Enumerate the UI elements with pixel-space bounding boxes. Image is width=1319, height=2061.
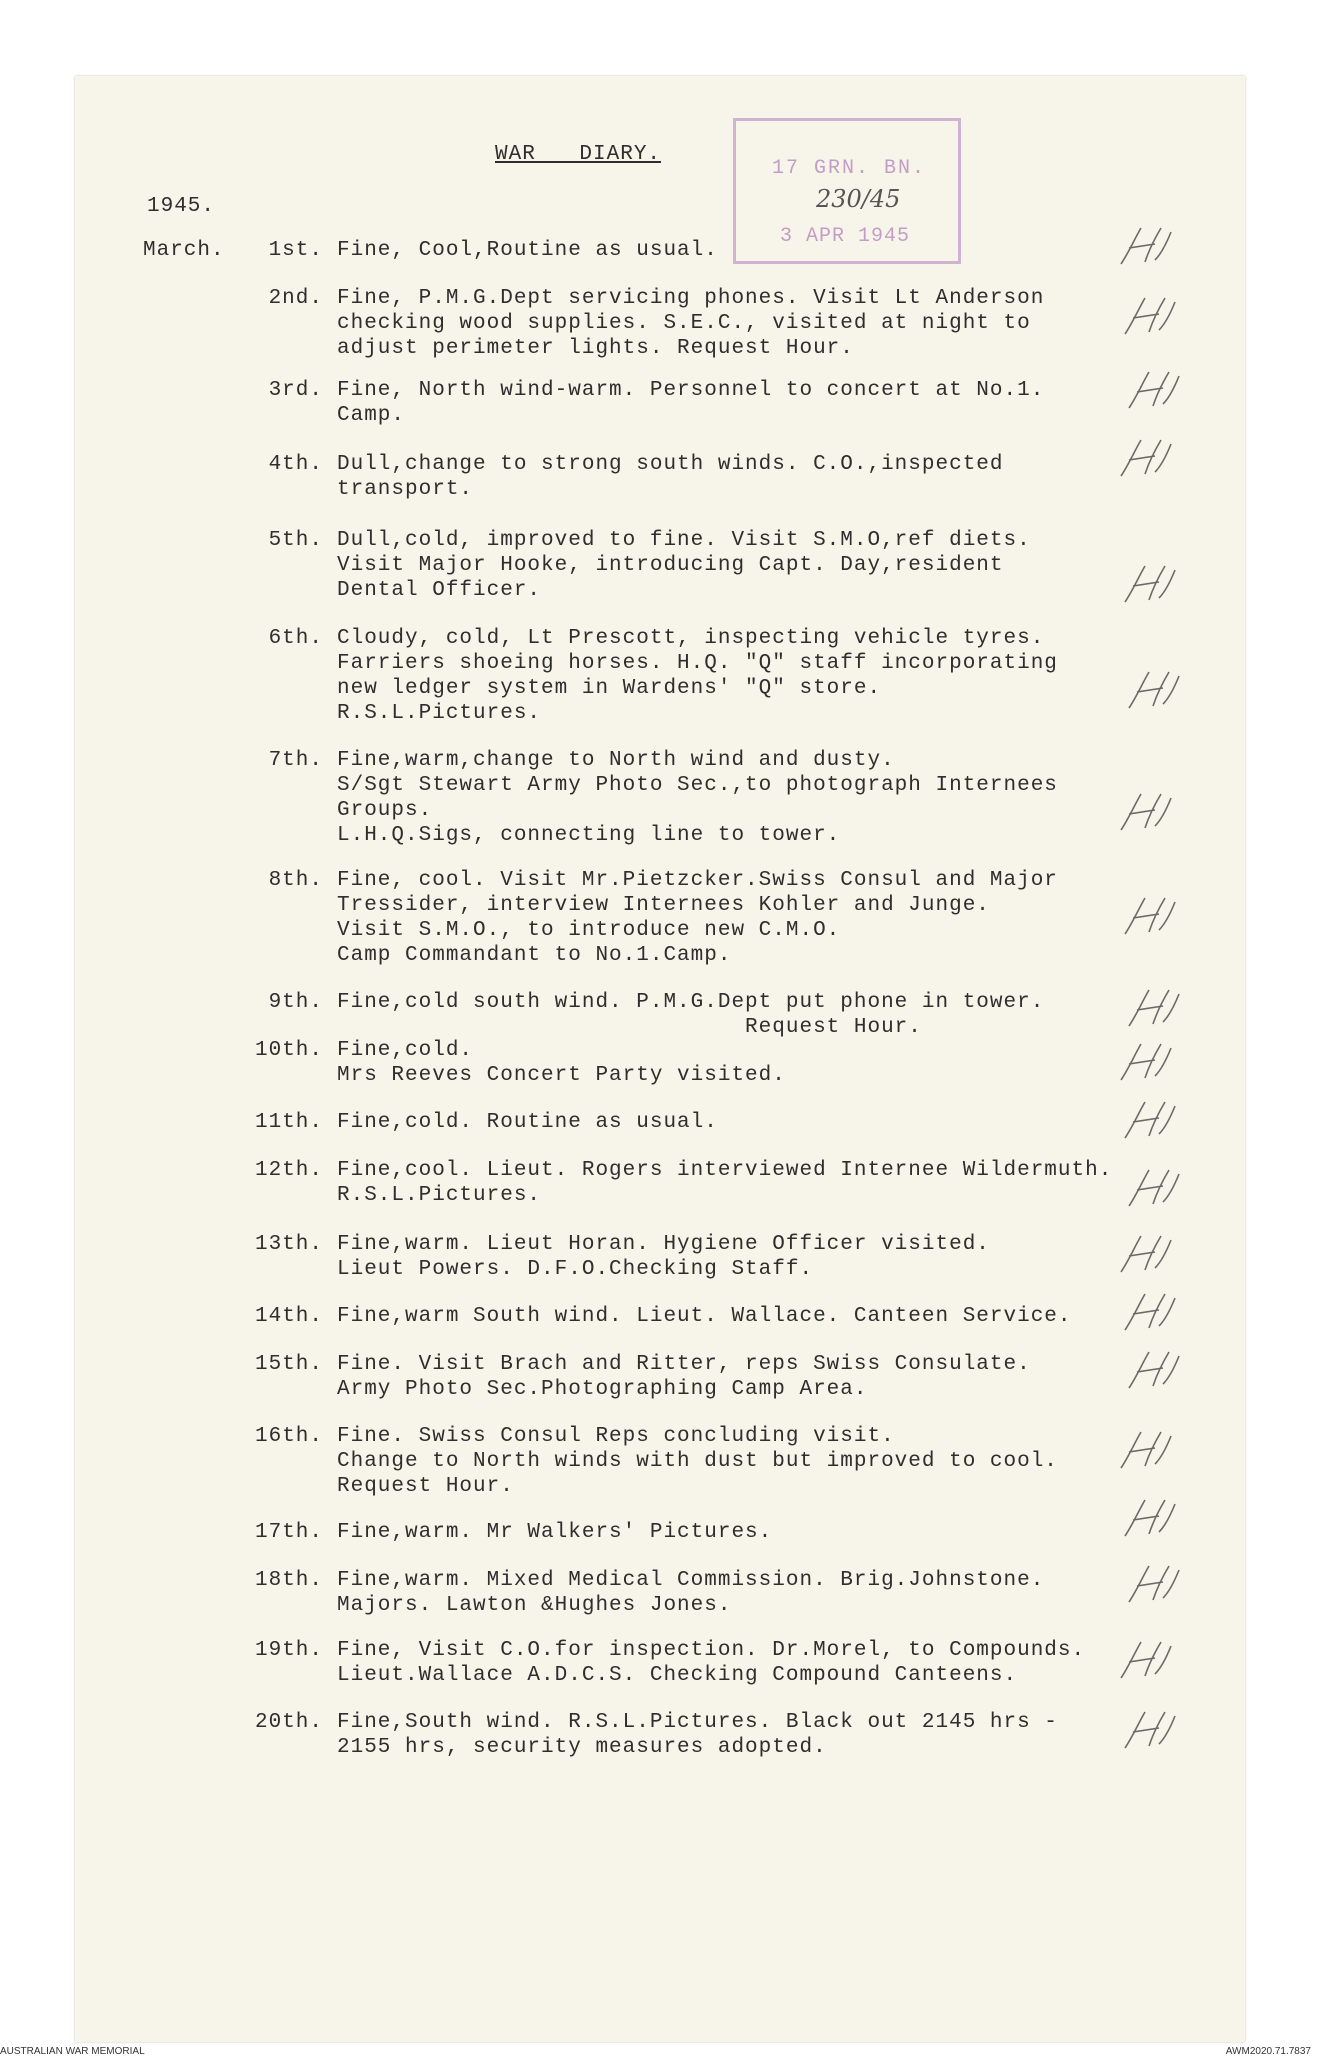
entry-day: 18th.: [254, 1569, 323, 1592]
stamp-unit: 17 GRN. BN.: [772, 157, 927, 180]
entry-line: Fine, Cool,Routine as usual.: [337, 239, 718, 262]
handwritten-initial-icon: [1119, 294, 1179, 338]
entry-line: Dull,cold, improved to fine. Visit S.M.O,ref diets.: [337, 529, 1031, 552]
entry-line: 2155 hrs, security measures adopted.: [337, 1736, 827, 1759]
entry-text: [337, 1568, 1044, 1618]
entry-line: Mrs Reeves Concert Party visited.: [337, 1064, 786, 1087]
entry-day: 5th.: [268, 529, 323, 552]
entry-day: 15th.: [254, 1353, 323, 1376]
entry-line: Fine,warm South wind. Lieut. Wallace. Canteen Service.: [337, 1305, 1072, 1328]
handwritten-initial-icon: [1115, 1232, 1175, 1276]
footer-left: AUSTRALIAN WAR MEMORIAL: [0, 2046, 145, 2057]
entry-text: [337, 286, 1044, 361]
stamp-date: 3 APR 1945: [780, 225, 911, 248]
entry-line: R.S.L.Pictures.: [337, 702, 542, 725]
entry-text: [337, 990, 1044, 1040]
entry-line: S/Sgt Stewart Army Photo Sec.,to photograph Internees: [337, 774, 1058, 797]
entry-line: Fine. Visit Brach and Ritter, reps Swiss Consulate.: [337, 1353, 1031, 1376]
entry-line: Camp Commandant to No.1.Camp.: [337, 944, 732, 967]
entry-line: Request Hour.: [337, 1016, 922, 1039]
handwritten-initial-icon: [1119, 1708, 1179, 1752]
entry-line: Dull,change to strong south winds. C.O.,inspected: [337, 453, 1004, 476]
entry-line: Fine,warm,change to North wind and dusty.: [337, 749, 895, 772]
year-label: 1945.: [147, 195, 216, 218]
entry-line: Cloudy, cold, Lt Prescott, inspecting vehicle tyres.: [337, 627, 1045, 650]
entry-line: Groups.: [337, 799, 433, 822]
entry-text: [337, 1304, 1072, 1329]
entry-text: [337, 238, 718, 263]
entry-line: Fine,cold. Routine as usual.: [337, 1111, 718, 1134]
entry-text: [337, 1232, 990, 1282]
page-title: WAR DIARY.: [495, 143, 662, 166]
entry-line: Dental Officer.: [337, 579, 542, 602]
handwritten-initial-icon: [1123, 1562, 1183, 1606]
entry-line: Fine,cold south wind. P.M.G.Dept put phone in tower.: [337, 991, 1045, 1014]
entry-day: 11th.: [254, 1111, 323, 1134]
handwritten-initial-icon: [1123, 986, 1183, 1030]
entry-day: 19th.: [254, 1639, 323, 1662]
entry-text: [337, 1110, 718, 1135]
diary-page: [75, 76, 1245, 2042]
handwritten-initial-icon: [1119, 894, 1179, 938]
entry-line: Fine,warm. Mr Walkers' Pictures.: [337, 1521, 773, 1544]
entry-line: Change to North winds with dust but improved to cool.: [337, 1450, 1058, 1473]
entry-line: Camp.: [337, 404, 406, 427]
entry-day: 8th.: [268, 869, 323, 892]
handwritten-initial-icon: [1119, 1496, 1179, 1540]
footer-right: AWM2020.71.7837: [1225, 2046, 1311, 2057]
handwritten-initial-icon: [1115, 1638, 1175, 1682]
entry-line: L.H.Q.Sigs, connecting line to tower.: [337, 824, 841, 847]
entry-day: 3rd.: [268, 379, 323, 402]
entry-text: [337, 868, 1058, 968]
entry-line: Visit Major Hooke, introducing Capt. Day,resident: [337, 554, 1004, 577]
handwritten-initial-icon: [1115, 790, 1175, 834]
entry-line: Request Hour.: [337, 1475, 514, 1498]
entry-line: Lieut.Wallace A.D.C.S. Checking Compound Canteens.: [337, 1664, 1018, 1687]
entry-line: Fine, North wind-warm. Personnel to concert at No.1.: [337, 379, 1045, 402]
entry-line: checking wood supplies. S.E.C., visited at night to: [337, 312, 1031, 335]
entry-line: new ledger system in Wardens' "Q" store.: [337, 677, 882, 700]
entry-line: Fine,South wind. R.S.L.Pictures. Black out 2145 hrs -: [337, 1711, 1058, 1734]
entry-line: Fine,cold.: [337, 1039, 474, 1062]
entry-day: 12th.: [254, 1159, 323, 1182]
entry-day: 17th.: [254, 1521, 323, 1544]
entry-line: Tressider, interview Internees Kohler and Junge.: [337, 894, 990, 917]
entry-text: [337, 528, 1031, 603]
entry-day: 9th.: [268, 991, 323, 1014]
entry-line: Fine,warm. Mixed Medical Commission. Brig.Johnstone.: [337, 1569, 1045, 1592]
entry-day: 4th.: [268, 453, 323, 476]
entry-text: [337, 378, 1044, 428]
handwritten-initial-icon: [1123, 668, 1183, 712]
entry-line: Fine. Swiss Consul Reps concluding visit.: [337, 1425, 895, 1448]
entry-line: Majors. Lawton &Hughes Jones.: [337, 1594, 732, 1617]
entry-day: 10th.: [254, 1039, 323, 1062]
entry-day: 2nd.: [268, 287, 323, 310]
handwritten-initial-icon: [1119, 1098, 1179, 1142]
handwritten-initial-icon: [1115, 1428, 1175, 1472]
handwritten-initial-icon: [1119, 1290, 1179, 1334]
entry-line: Fine, Visit C.O.for inspection. Dr.Morel, to Compounds.: [337, 1639, 1086, 1662]
handwritten-initial-icon: [1115, 1040, 1175, 1084]
entry-day: 7th.: [268, 749, 323, 772]
entry-line: Army Photo Sec.Photographing Camp Area.: [337, 1378, 868, 1401]
entry-line: Lieut Powers. D.F.O.Checking Staff.: [337, 1258, 814, 1281]
unit-stamp: [733, 118, 961, 264]
handwritten-initial-icon: [1123, 1348, 1183, 1392]
entry-text: [337, 1158, 1112, 1208]
entry-line: transport.: [337, 478, 474, 501]
entry-day: 6th.: [268, 627, 323, 650]
entry-day: 20th.: [254, 1711, 323, 1734]
entry-text: [337, 1038, 786, 1088]
entry-line: Visit S.M.O., to introduce new C.M.O.: [337, 919, 841, 942]
handwritten-initial-icon: [1119, 562, 1179, 606]
entry-day: 1st.: [268, 239, 323, 262]
handwritten-initial-icon: [1123, 1166, 1183, 1210]
entry-line: adjust perimeter lights. Request Hour.: [337, 337, 854, 360]
entry-day: 14th.: [254, 1305, 323, 1328]
entry-text: [337, 452, 1004, 502]
entry-text: [337, 1710, 1058, 1760]
entry-text: [337, 1352, 1031, 1402]
entry-text: [337, 1424, 1058, 1499]
handwritten-initial-icon: [1123, 368, 1183, 412]
stamp-number: 230/45: [816, 185, 901, 213]
handwritten-initial-icon: [1115, 436, 1175, 480]
entry-line: Fine, P.M.G.Dept servicing phones. Visit Lt Anderson: [337, 287, 1045, 310]
entry-line: Fine, cool. Visit Mr.Pietzcker.Swiss Consul and Major: [337, 869, 1058, 892]
entry-line: Fine,warm. Lieut Horan. Hygiene Officer visited.: [337, 1233, 990, 1256]
month-label: March.: [143, 239, 225, 262]
entry-line: Farriers shoeing horses. H.Q. "Q" staff incorporating: [337, 652, 1058, 675]
entry-line: R.S.L.Pictures.: [337, 1184, 542, 1207]
entry-day: 13th.: [254, 1233, 323, 1256]
entry-day: 16th.: [254, 1425, 323, 1448]
entry-text: [337, 626, 1058, 726]
entry-line: Fine,cool. Lieut. Rogers interviewed Internee Wildermuth.: [337, 1159, 1113, 1182]
handwritten-initial-icon: [1115, 224, 1175, 268]
entry-text: [337, 1520, 772, 1545]
entry-text: [337, 748, 1058, 848]
entry-text: [337, 1638, 1085, 1688]
